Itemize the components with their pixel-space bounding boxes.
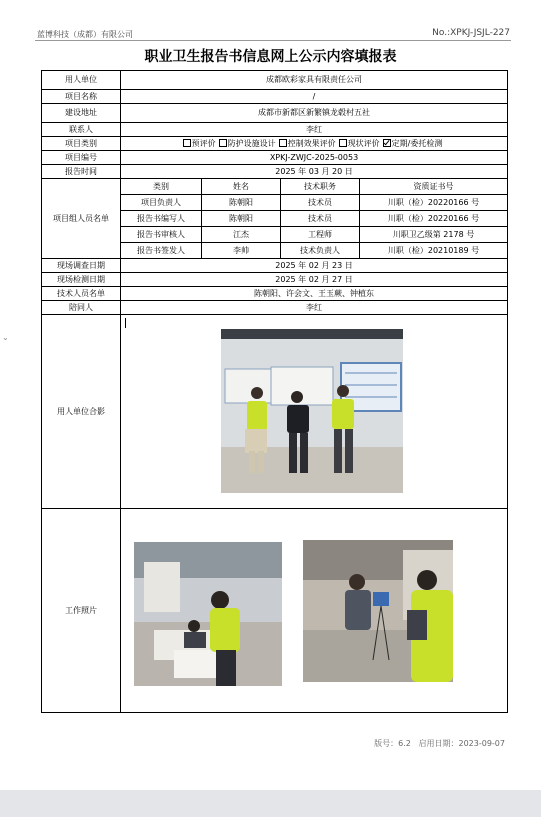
tech-staff-value[interactable]: 陈朝阳、许会文、王玉蕨、钟植东	[121, 287, 508, 301]
team-header-name: 姓名	[202, 179, 281, 195]
survey-date-label: 现场调查日期	[42, 259, 121, 273]
category-option[interactable]	[279, 139, 336, 149]
checkbox-icon[interactable]	[219, 139, 227, 147]
group-photo	[221, 329, 403, 493]
category-option-label: 定期/委托检测	[391, 138, 443, 148]
team-header-cert: 资质证书号	[360, 179, 508, 195]
work-photo-label: 工作照片	[42, 509, 121, 713]
category-option-label: 预评价	[191, 138, 216, 148]
report-time-label: 报告时间	[42, 165, 121, 179]
checkbox-checked-icon[interactable]	[383, 139, 391, 147]
project-no-value[interactable]: XPKJ-ZWJC-2025-0053	[121, 151, 508, 165]
team-header-category: 类别	[121, 179, 202, 195]
team-name[interactable]: 李帅	[202, 243, 281, 259]
category-options	[121, 137, 508, 151]
category-option-label: 现状评价	[347, 138, 380, 148]
team-title[interactable]: 技术员	[281, 211, 360, 227]
checkbox-icon[interactable]	[183, 139, 191, 147]
category-label: 项目类别	[42, 137, 121, 151]
test-date-label: 现场检测日期	[42, 273, 121, 287]
footer-version: 版号：6.2 启用日期：2023-09-07	[374, 739, 505, 748]
team-name[interactable]: 陈朝阳	[202, 211, 281, 227]
contact-value[interactable]: 李红	[121, 123, 508, 137]
header-rule	[35, 40, 511, 41]
team-label: 项目组人员名单	[42, 179, 121, 259]
companion-value[interactable]: 李红	[121, 301, 508, 315]
team-name[interactable]: 江杰	[202, 227, 281, 243]
project-no-label: 项目编号	[42, 151, 121, 165]
work-photo-cell[interactable]	[121, 509, 508, 713]
tech-staff-label: 技术人员名单	[42, 287, 121, 301]
checkbox-icon[interactable]	[279, 139, 287, 147]
team-role: 项目负责人	[121, 195, 202, 211]
category-option[interactable]	[339, 139, 380, 149]
companion-label: 陪同人	[42, 301, 121, 315]
group-photo-label: 用人单位合影	[42, 315, 121, 509]
category-option[interactable]	[183, 139, 216, 149]
team-role: 报告书签发人	[121, 243, 202, 259]
address-label: 建设地址	[42, 104, 121, 123]
category-option-label: 控制效果评价	[287, 138, 336, 148]
group-photo-cell[interactable]	[121, 315, 508, 509]
team-header-title: 技术职务	[281, 179, 360, 195]
checkbox-icon[interactable]	[339, 139, 347, 147]
contact-label: 联系人	[42, 123, 121, 137]
page-title: 职业卫生报告书信息网上公示内容填报表	[144, 49, 397, 65]
team-title[interactable]: 技术员	[281, 195, 360, 211]
survey-date-value[interactable]: 2025 年 02 月 23 日	[121, 259, 508, 273]
project-name-label: 项目名称	[42, 90, 121, 104]
address-value[interactable]: 成都市新都区新繁镇龙毂村五社	[121, 104, 508, 123]
disclosure-form-table	[41, 70, 508, 713]
team-cert[interactable]: 川职卫乙级第 2178 号	[360, 227, 508, 243]
work-photo-1	[134, 542, 282, 686]
chevron-down-icon[interactable]: ⌄	[2, 333, 9, 342]
employer-value[interactable]: 成都欧彩家具有限责任公司	[121, 71, 508, 90]
team-cert[interactable]: 川职（检）20210189 号	[360, 243, 508, 259]
team-title[interactable]: 工程师	[281, 227, 360, 243]
category-option[interactable]	[383, 139, 443, 149]
test-date-value[interactable]: 2025 年 02 月 27 日	[121, 273, 508, 287]
viewer-bottom-bar	[0, 790, 541, 817]
header-doc-number: No.:XPKJ-JSJL-227	[432, 28, 510, 38]
team-cert[interactable]: 川职（检）20220166 号	[360, 195, 508, 211]
team-cert[interactable]: 川职（检）20220166 号	[360, 211, 508, 227]
team-role: 报告书编写人	[121, 211, 202, 227]
report-time-value[interactable]: 2025 年 03 月 20 日	[121, 165, 508, 179]
text-cursor	[125, 318, 126, 328]
project-name-value[interactable]: /	[121, 90, 508, 104]
team-name[interactable]: 陈朝阳	[202, 195, 281, 211]
employer-label: 用人单位	[42, 71, 121, 90]
work-photo-2	[303, 540, 453, 682]
category-option[interactable]	[219, 139, 276, 149]
header-company: 蓝博科技（成都）有限公司	[37, 30, 133, 39]
team-role: 报告书审核人	[121, 227, 202, 243]
category-option-label: 防护设施设计	[227, 138, 276, 148]
team-title[interactable]: 技术负责人	[281, 243, 360, 259]
